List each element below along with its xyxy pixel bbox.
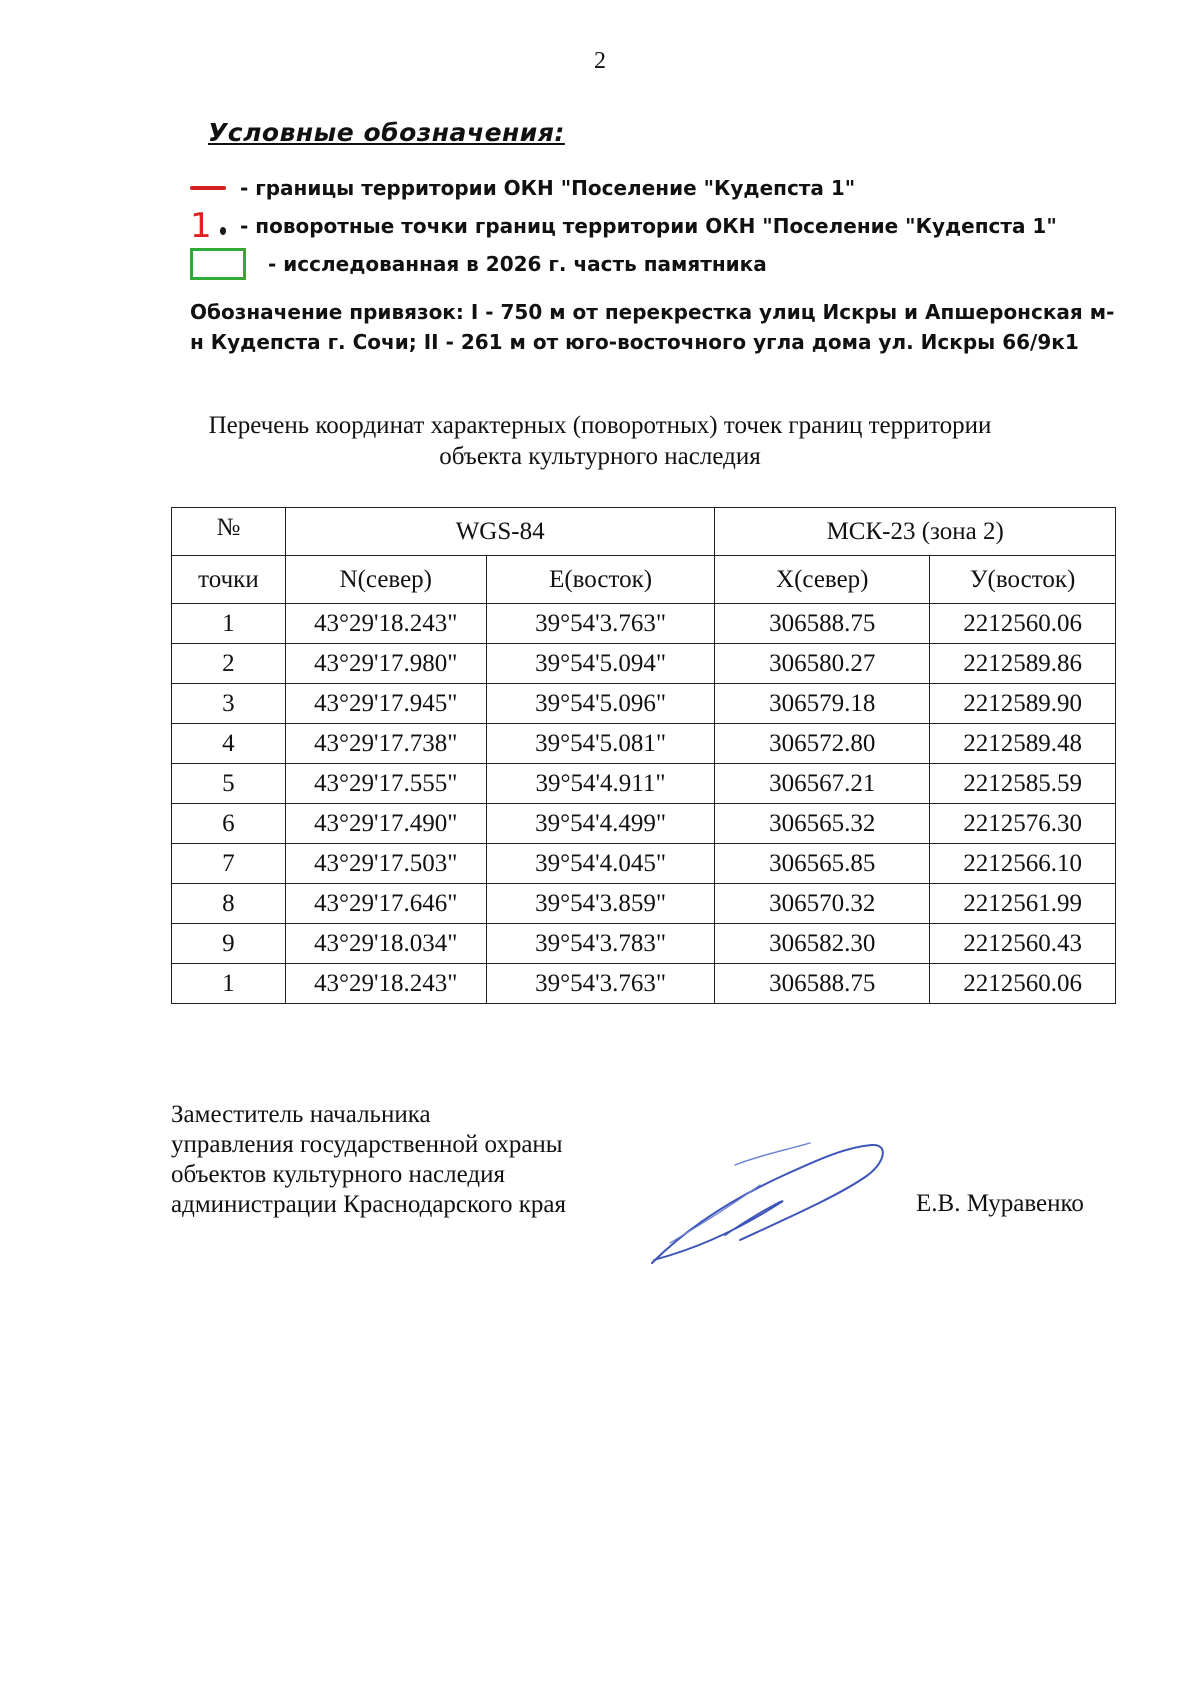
signature-block [171, 1100, 566, 1220]
cell-east-wgs: 39°54'4.499" [486, 804, 715, 844]
cell-east-msk: 2212560.43 [930, 924, 1116, 964]
cell-point-number: 2 [172, 644, 286, 684]
table-row [172, 644, 1116, 684]
cell-point-number: 1 [172, 604, 286, 644]
cell-north-msk: 306565.85 [715, 844, 930, 884]
cell-point-number: 7 [172, 844, 286, 884]
signer-name: Е.В. Муравенко [916, 1190, 1084, 1217]
signer-title-line: Заместитель начальника [171, 1101, 431, 1128]
signer-title-line: администрации Краснодарского края [171, 1191, 567, 1218]
table-row [172, 884, 1116, 924]
cell-north-msk: 306588.75 [715, 604, 930, 644]
header-msk23: МСК-23 (зона 2) [715, 508, 1116, 556]
cell-east-wgs: 39°54'5.094" [486, 644, 715, 684]
legend-title: Условные обозначения: [208, 118, 565, 147]
cell-north-wgs: 43°29'17.490" [285, 804, 486, 844]
table-title-line-2: объекта культурного наследия [439, 443, 761, 470]
point-label: 1 [190, 206, 212, 246]
cell-north-msk: 306572.80 [715, 724, 930, 764]
header-north-msk: Х(север) [715, 556, 930, 604]
cell-east-msk: 2212561.99 [930, 884, 1116, 924]
legend-item-text: - поворотные точки границ территории ОКН "Поселение "Кудепста 1" [240, 214, 1057, 238]
header-point-number [172, 508, 286, 556]
cell-point-number: 8 [172, 884, 286, 924]
table-title [0, 410, 1200, 472]
cell-north-wgs: 43°29'17.555" [285, 764, 486, 804]
cell-east-msk: 2212560.06 [930, 604, 1116, 644]
cell-east-wgs: 39°54'4.045" [486, 844, 715, 884]
green-area-box-icon [190, 248, 246, 280]
cell-north-wgs: 43°29'18.243" [285, 964, 486, 1004]
cell-east-wgs: 39°54'5.096" [486, 684, 715, 724]
header-north-wgs: N(север) [285, 556, 486, 604]
cell-point-number: 5 [172, 764, 286, 804]
legend [190, 118, 1120, 357]
header-no-sign: № [216, 514, 241, 541]
cell-north-wgs: 43°29'17.503" [285, 844, 486, 884]
table-row [172, 764, 1116, 804]
legend-item-boundary [190, 169, 1120, 207]
cell-east-wgs: 39°54'3.859" [486, 884, 715, 924]
table-row [172, 684, 1116, 724]
cell-east-wgs: 39°54'4.911" [486, 764, 715, 804]
cell-north-msk: 306567.21 [715, 764, 930, 804]
table-row [172, 804, 1116, 844]
cell-north-msk: 306565.32 [715, 804, 930, 844]
table-row [172, 924, 1116, 964]
bindings-note: Обозначение привязок: I - 750 м от перекрестка улиц Искры и Апшеронская м-н Кудепста г. Сочи; II - 261 м от юго-восточного угла дома ул. Искры 66/9к1 [190, 300, 1115, 354]
cell-east-wgs: 39°54'3.763" [486, 604, 715, 644]
cell-east-wgs: 39°54'5.081" [486, 724, 715, 764]
table-row [172, 964, 1116, 1004]
cell-east-wgs: 39°54'3.763" [486, 964, 715, 1004]
cell-north-wgs: 43°29'17.945" [285, 684, 486, 724]
cell-north-wgs: 43°29'18.243" [285, 604, 486, 644]
header-east-msk: У(восток) [930, 556, 1116, 604]
legend-item-text: - границы территории ОКН "Поселение "Кудепста 1" [240, 176, 856, 200]
cell-east-msk: 2212576.30 [930, 804, 1116, 844]
coordinates-body [172, 604, 1116, 1004]
cell-point-number: 3 [172, 684, 286, 724]
table-row [172, 604, 1116, 644]
cell-east-msk: 2212589.90 [930, 684, 1116, 724]
cell-point-number: 4 [172, 724, 286, 764]
cell-east-msk: 2212589.48 [930, 724, 1116, 764]
cell-north-msk: 306582.30 [715, 924, 930, 964]
cell-east-msk: 2212566.10 [930, 844, 1116, 884]
point-dot [220, 227, 226, 235]
cell-point-number: 6 [172, 804, 286, 844]
cell-point-number: 1 [172, 964, 286, 1004]
cell-north-wgs: 43°29'17.980" [285, 644, 486, 684]
turning-point-icon [190, 206, 226, 246]
legend-item-investigated-area [190, 245, 1120, 283]
table-title-line-1: Перечень координат характерных (поворотных) точек границ территории [208, 412, 992, 439]
cell-east-msk: 2212560.06 [930, 964, 1116, 1004]
cell-point-number: 9 [172, 924, 286, 964]
signer-title-line: объектов культурного наследия [171, 1161, 505, 1188]
table-row [172, 844, 1116, 884]
cell-north-msk: 306570.32 [715, 884, 930, 924]
cell-north-msk: 306588.75 [715, 964, 930, 1004]
red-boundary-line-icon [190, 186, 226, 190]
legend-item-turning-points [190, 207, 1120, 245]
cell-north-wgs: 43°29'17.738" [285, 724, 486, 764]
cell-north-msk: 306579.18 [715, 684, 930, 724]
cell-north-msk: 306580.27 [715, 644, 930, 684]
header-wgs84: WGS-84 [285, 508, 715, 556]
cell-east-msk: 2212589.86 [930, 644, 1116, 684]
header-point-sub: точки [172, 556, 286, 604]
cell-north-wgs: 43°29'17.646" [285, 884, 486, 924]
cell-east-wgs: 39°54'3.783" [486, 924, 715, 964]
cell-north-wgs: 43°29'18.034" [285, 924, 486, 964]
legend-item-text: - исследованная в 2026 г. часть памятника [268, 252, 767, 276]
table-row [172, 724, 1116, 764]
coordinates-table [171, 507, 1116, 1004]
signer-title-line: управления государственной охраны [171, 1131, 563, 1158]
handwritten-signature [640, 1125, 920, 1275]
page-number: 2 [594, 48, 606, 74]
header-east-wgs: Е(восток) [486, 556, 715, 604]
cell-east-msk: 2212585.59 [930, 764, 1116, 804]
